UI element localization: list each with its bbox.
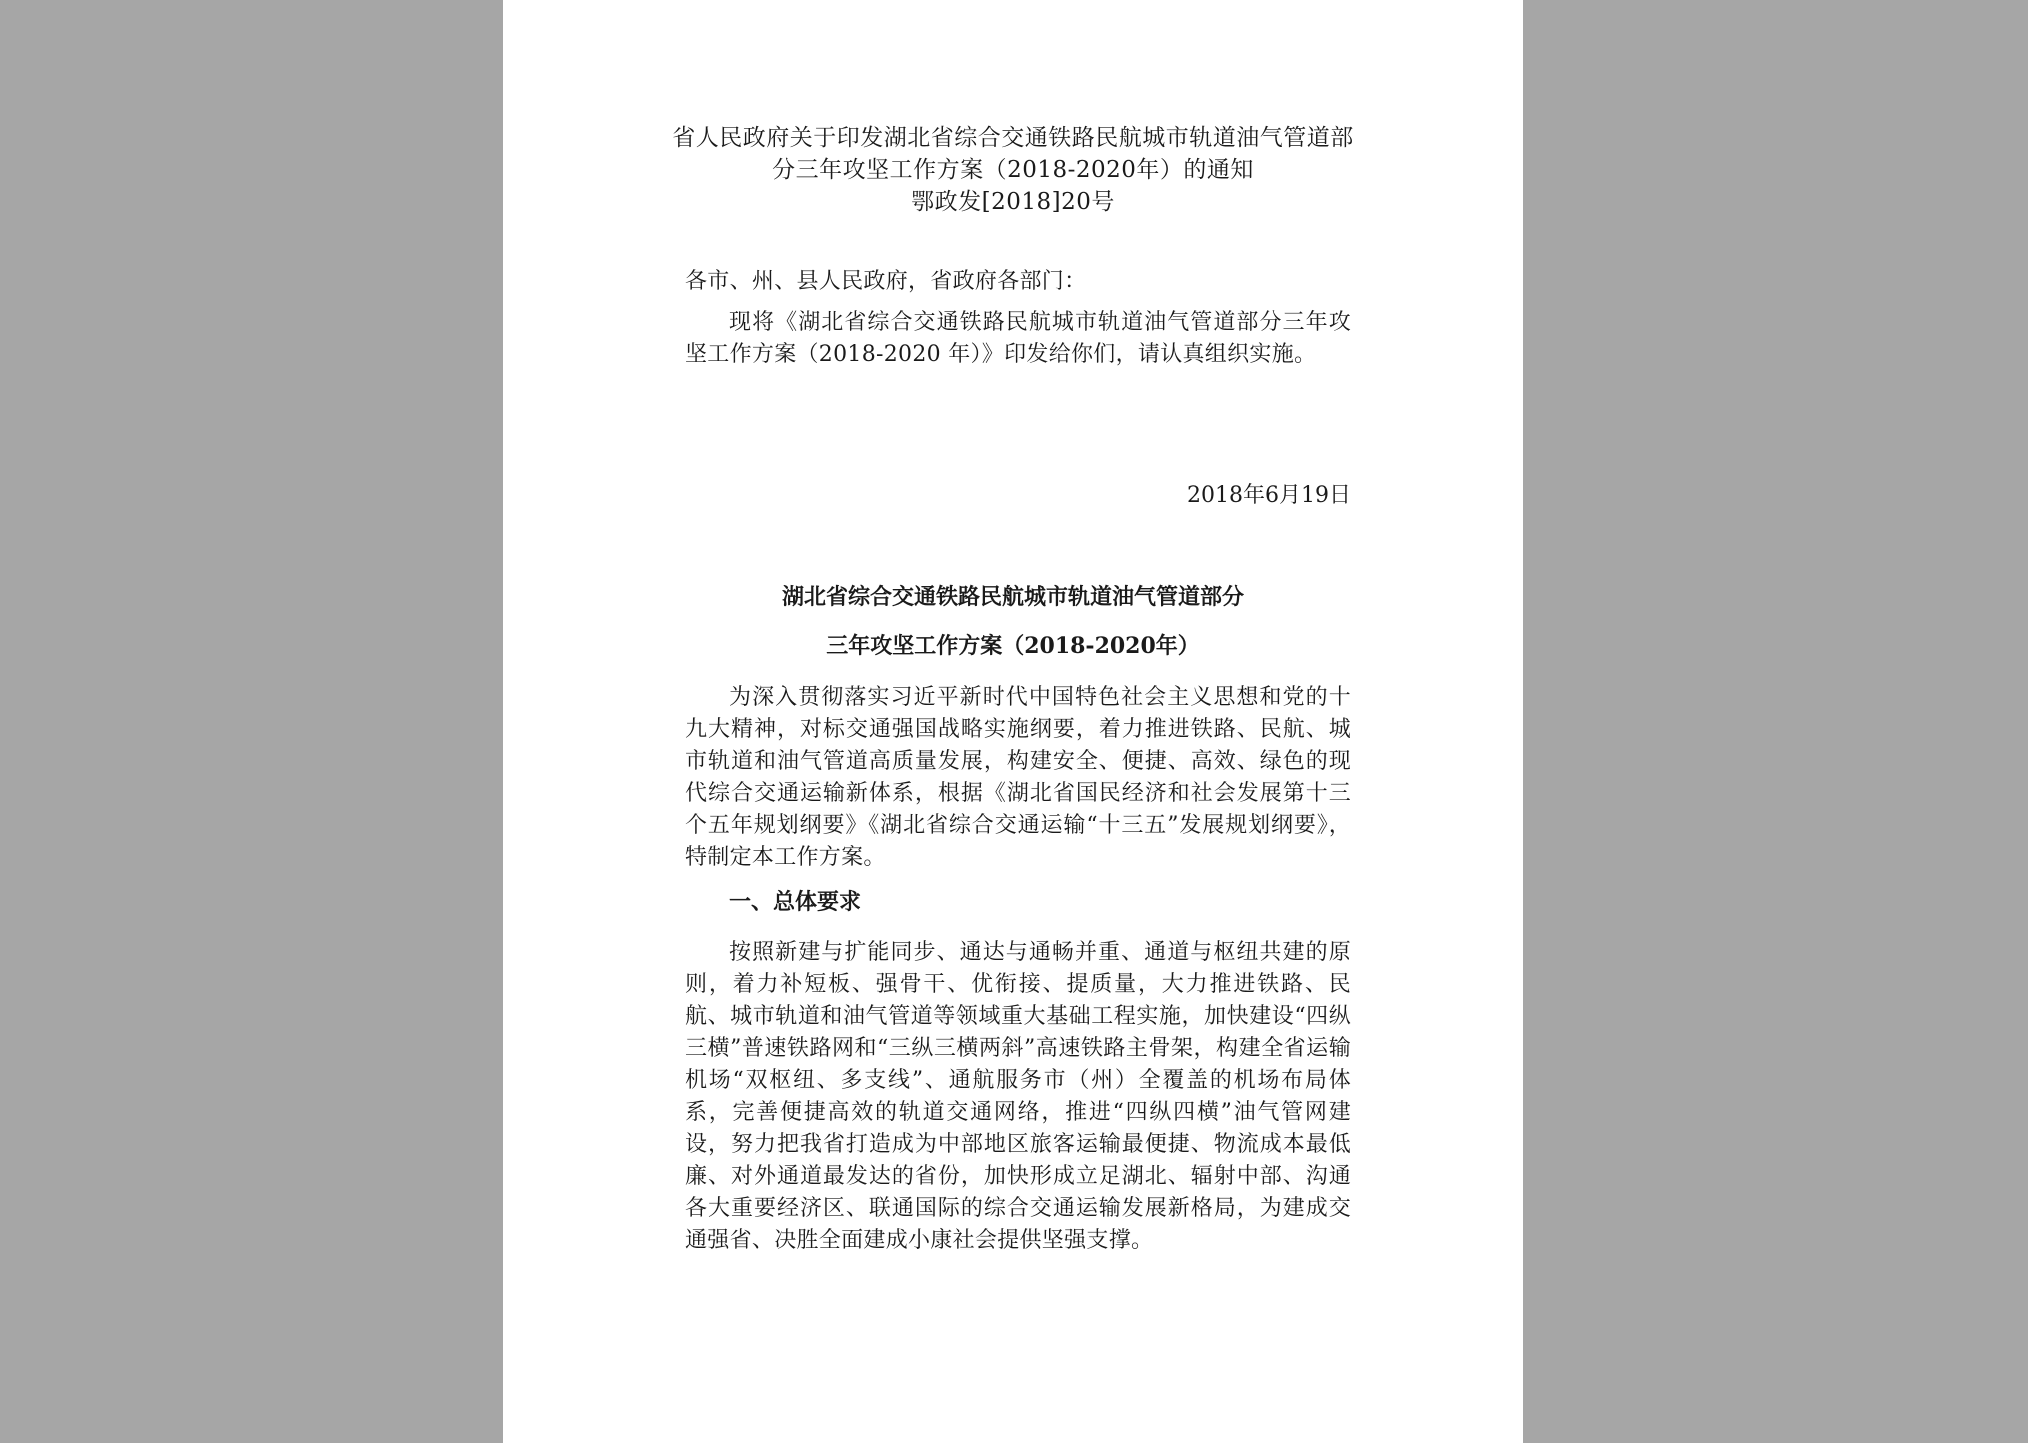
document-page (503, 0, 1523, 1443)
paragraph-preamble: 为深入贯彻落实习近平新时代中国特色社会主义思想和党的十九大精神，对标交通强国战略实施纲要，着力推进铁路、民航、城市轨道和油气管道高质量发展，构建安全、便捷、高效、绿色的现代综合交通运输新体系，根据《湖北省国民经济和社会发展第十三个五年规划纲要》《湖北省综合交通运输“十三五”发展规划纲要》，特制定本工作方案。 (685, 685, 1351, 870)
notice-title-line2: 分三年攻坚工作方案（2018-2020年）的通知 (772, 157, 1254, 183)
intro-paragraph: 现将《湖北省综合交通铁路民航城市轨道油气管道部分三年攻坚工作方案（2018-2020 年）》印发给你们，请认真组织实施。 (685, 310, 1351, 367)
notice-title (653, 122, 1373, 218)
issue-date: 2018年6月19日 (1187, 483, 1351, 508)
section-heading-general-requirements: 一、总体要求 (729, 889, 862, 915)
paragraph-general-requirements: 按照新建与扩能同步、通达与通畅并重、通道与枢纽共建的原则，着力补短板、强骨干、优衔接、提质量，大力推进铁路、民航、城市轨道和油气管道等领域重大基础工程实施，加快建设“四纵三横”普速铁路网和“三纵三横两斜”高速铁路主骨架，构建全省运输机场“双枢纽、多支线”、通航服务市（州）全覆盖的机场布局体系，完善便捷高效的轨道交通网络，推进“四纵四横”油气管网建设，努力把我省打造成为中部地区旅客运输最便捷、物流成本最低廉、对外通道最发达的省份，加快形成立足湖北、辐射中部、沟通各大重要经济区、联通国际的综合交通运输发展新格局，为建成交通强省、决胜全面建成小康社会提供坚强支撑。 (685, 940, 1351, 1253)
notice-title-line1: 省人民政府关于印发湖北省综合交通铁路民航城市轨道油气管道部 (672, 125, 1354, 151)
document-number: 鄂政发[2018]20号 (911, 189, 1115, 215)
plan-title-line2: 三年攻坚工作方案（2018-2020年） (826, 633, 1200, 659)
plan-title-line1: 湖北省综合交通铁路民航城市轨道油气管道部分 (781, 584, 1244, 610)
salutation: 各市、州、县人民政府，省政府各部门： (685, 269, 1087, 294)
